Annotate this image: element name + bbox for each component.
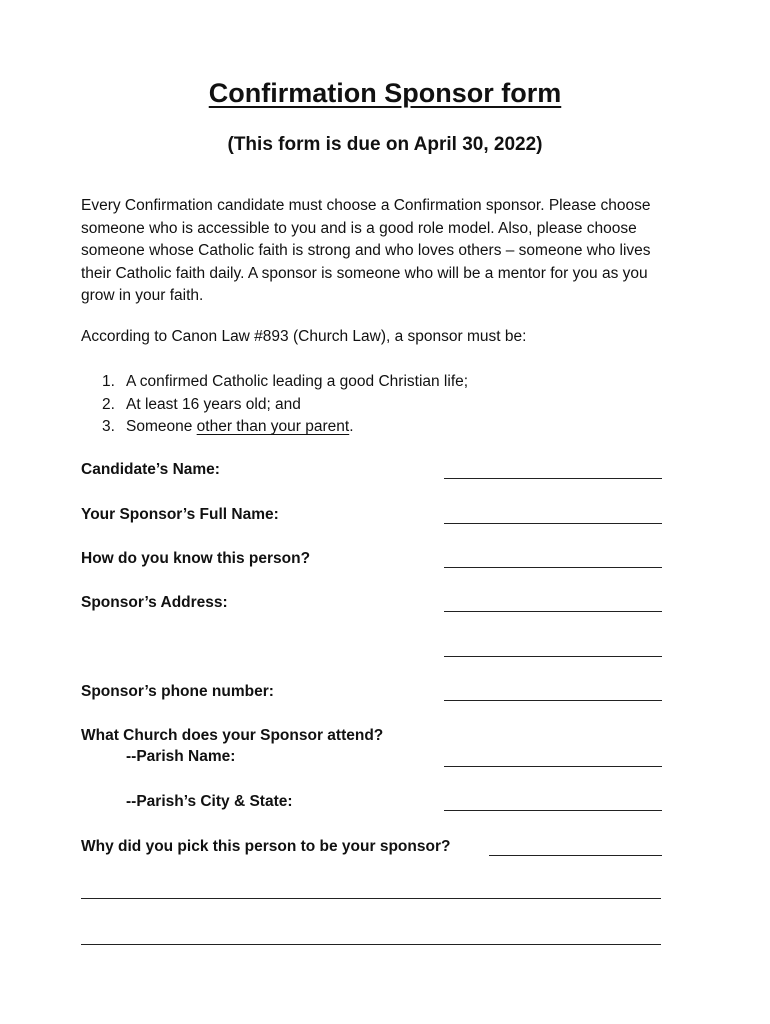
- intro-line: someone whose Catholic faith is strong and who loves others – someone who lives: [81, 242, 651, 259]
- why-pick-label: Why did you pick this person to be your sponsor?: [81, 838, 451, 855]
- sponsor-full-name-label: Your Sponsor’s Full Name:: [81, 506, 279, 523]
- requirement-number: 2.: [102, 395, 115, 413]
- how-know-blank[interactable]: [444, 567, 662, 568]
- intro-line: grow in your faith.: [81, 287, 204, 304]
- sponsor-full-name-blank[interactable]: [444, 523, 662, 524]
- sponsor-phone-blank[interactable]: [444, 700, 662, 701]
- intro-paragraph: [81, 195, 691, 308]
- requirements-list: [102, 371, 468, 439]
- requirement-number: 1.: [102, 373, 115, 390]
- canon-law-text: According to Canon Law #893 (Church Law), a sponsor must be:: [81, 328, 527, 345]
- candidate-name-label: Candidate’s Name:: [81, 461, 220, 478]
- how-know-label: How do you know this person?: [81, 550, 311, 567]
- sponsor-address-blank-1[interactable]: [444, 611, 662, 612]
- requirement-emphasis: other than your parent: [196, 418, 350, 435]
- due-date-subtitle: (This form is due on April 30, 2022): [227, 134, 543, 155]
- requirement-number: 3.: [102, 418, 115, 435]
- intro-line: someone who is accessible to you and is a good role model. Also, please choose: [81, 219, 637, 237]
- requirement-text: Someone: [126, 418, 197, 435]
- requirement-text-end: .: [349, 418, 354, 435]
- intro-line: Every Confirmation candidate must choose a Confirmation sponsor. Please choose: [81, 197, 651, 214]
- intro-line: their Catholic faith daily. A sponsor is someone who will be a mentor for you as you: [81, 264, 648, 282]
- requirement-item: [102, 394, 468, 417]
- parish-name-blank[interactable]: [444, 766, 662, 767]
- form-title: Confirmation Sponsor form: [208, 78, 562, 108]
- why-pick-blank[interactable]: [489, 855, 662, 856]
- parish-city-state-label: --Parish’s City & State:: [126, 793, 293, 810]
- requirement-text: At least 16 years old; and: [126, 395, 301, 413]
- church-question-label: What Church does your Sponsor attend?: [81, 727, 384, 744]
- requirement-item: [102, 371, 468, 394]
- requirement-text: A confirmed Catholic leading a good Christian life;: [126, 373, 469, 390]
- sponsor-phone-label: Sponsor’s phone number:: [81, 683, 274, 700]
- requirement-item: [102, 416, 468, 439]
- parish-name-label: --Parish Name:: [126, 748, 236, 765]
- why-pick-answer-line-2[interactable]: [81, 944, 661, 945]
- candidate-name-blank[interactable]: [444, 478, 662, 479]
- parish-city-state-blank[interactable]: [444, 810, 662, 811]
- sponsor-address-blank-2[interactable]: [444, 656, 662, 657]
- sponsor-address-label: Sponsor’s Address:: [81, 594, 228, 611]
- why-pick-answer-line-1[interactable]: [81, 898, 661, 899]
